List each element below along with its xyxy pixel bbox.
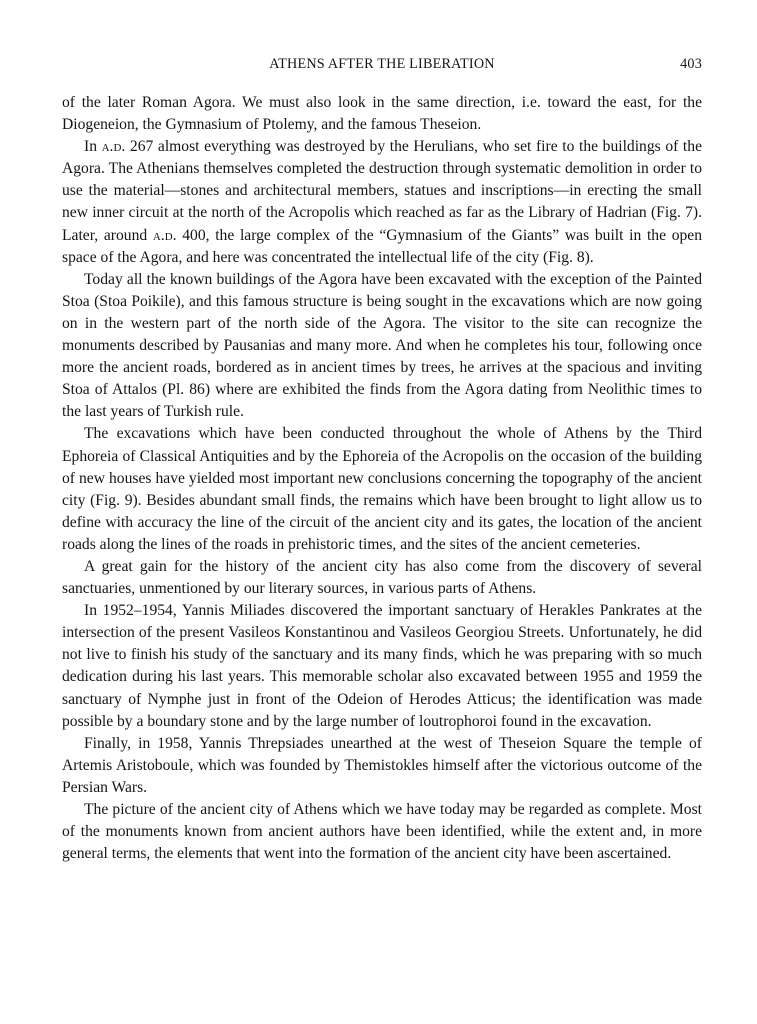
running-header xyxy=(62,56,702,78)
paragraph-2: In a.d. 267 almost everything was destroyed by the Herulians, who set fire to the buildings of the Agora. The Athenians themselves completed the destruction through systematic demolition in order to use the material—stones and architectural members, statues and inscriptions—in erecting the small new inner circuit at the north of the Acropolis which reached as far as the Library of Hadrian (Fig. 7). Later, around a.d. 400, the large complex of the “Gymnasium of the Giants” was built in the open space of the Agora, and here was concentrated the intellectual life of the city (Fig. 8). xyxy=(62,138,702,266)
era-abbreviation: a.d. xyxy=(101,138,126,156)
body-text xyxy=(62,92,702,865)
paragraph-3: Today all the known buildings of the Agora have been excavated with the exception of the Painted Stoa (Stoa Poikile), and this famous structure is being sought in the excavations which are now going on in the western part of the north side of the Agora. The visitor to the site can recognize the monuments described by Pausanias and many more. And when he completes his tour, following once more the ancient roads, bordered as in ancient times by trees, he arrives at the spacious and inviting Stoa of Attalos (Pl. 86) where are exhibited the finds from the Agora dating from Neolithic times to the last years of Turkish rule. xyxy=(62,270,702,421)
paragraph-1: of the later Roman Agora. We must also look in the same direction, i.e. toward the east, for the Diogeneion, the Gymnasium of Ptolemy, and the famous Theseion. xyxy=(62,94,702,134)
book-page xyxy=(62,56,702,865)
paragraph-6: In 1952–1954, Yannis Miliades discovered the important sanctuary of Herakles Pankrates at the intersection of the present Vasileos Konstantinou and Vasileos Georgiou Streets. Unfortunately, he did not live to finish his study of the sanctuary and its many finds, which he was preparing with so much dedication during his last years. This memorable scholar also excavated between 1955 and 1959 the sanctuary of Nymphe just in front of the Odeion of Herodes Atticus; the identification was made possible by a boundary stone and by the large number of loutrophoroi found in the excavation. xyxy=(62,602,702,730)
paragraph-4: The excavations which have been conducted throughout the whole of Athens by the Third Ephoreia of Classical Antiquities and by the Ephoreia of the Acropolis on the occasion of the building of new houses have yielded most important new conclusions concerning the topography of the ancient city (Fig. 9). Besides abundant small finds, the remains which have been brought to light allow us to define with accuracy the line of the circuit of the ancient city and its gates, the location of the ancient roads along the lines of the roads in prehistoric times, and the sites of the ancient cemeteries. xyxy=(62,425,702,553)
paragraph-5: A great gain for the history of the ancient city has also come from the discovery of several sanctuaries, unmentioned by our literary sources, in various parts of Athens. xyxy=(62,557,702,598)
era-abbreviation: a.d. xyxy=(152,226,177,244)
paragraph-8: The picture of the ancient city of Athens which we have today may be regarded as complete. Most of the monuments known from ancient authors have been identified, while the extent and, in more general terms, the elements that went into the formation of the ancient city have been ascertained. xyxy=(62,801,702,863)
paragraph-7: Finally, in 1958, Yannis Threpsiades unearthed at the west of Theseion Square the temple of Artemis Aristoboule, which was founded by Themistokles himself after the victorious outcome of the Persian Wars. xyxy=(62,734,702,796)
running-title: ATHENS AFTER THE LIBERATION xyxy=(269,56,495,72)
page-number: 403 xyxy=(680,56,702,72)
